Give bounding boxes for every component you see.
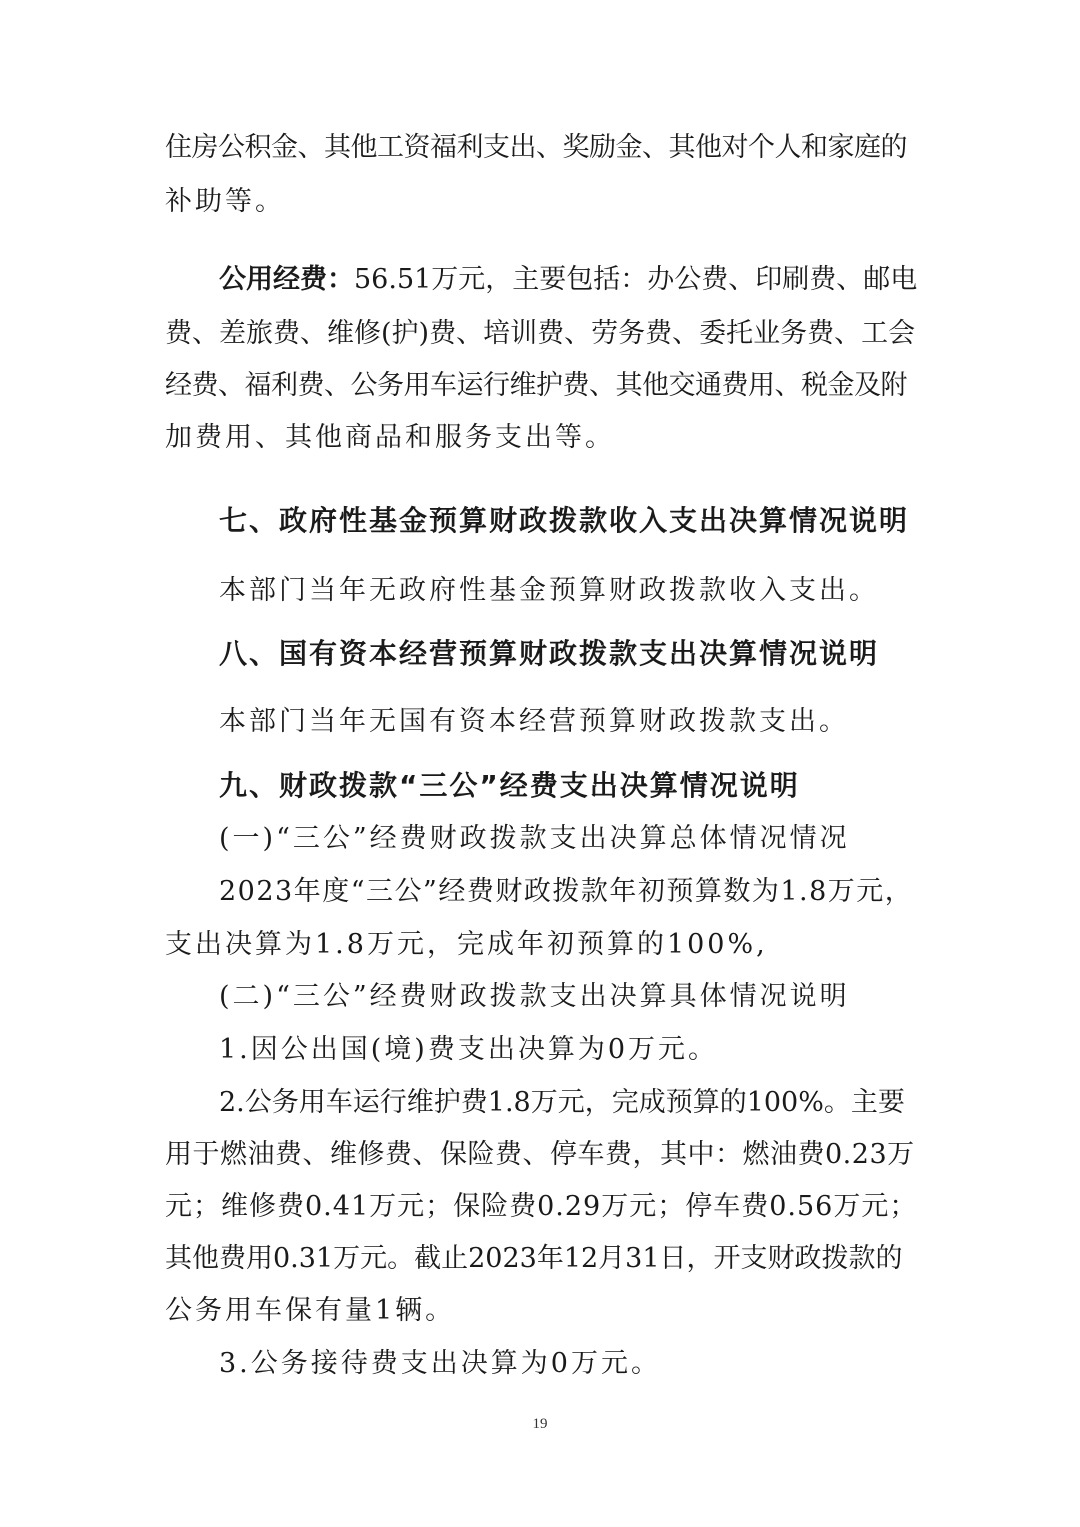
section-heading-8: 八、国有资本经营预算财政拨款支出决算情况说明 <box>219 637 880 670</box>
subsection-heading-2: (二)“三公”经费财政拨款支出决算具体情况说明 <box>219 981 850 1012</box>
public-expense-text: 56.51万元，主要包括：办公费、印刷费、邮电 <box>354 264 918 295</box>
paragraph-line: 经费、福利费、公务用车运行维护费、其他交通费用、税金及附 <box>165 370 907 401</box>
paragraph-line <box>219 263 917 297</box>
page-number: 19 <box>532 1416 548 1432</box>
paragraph-line: 支出决算为1.8万元，完成年初预算的100%, <box>165 929 768 960</box>
paragraph-line: 2023年度“三公”经费财政拨款年初预算数为1.8万元， <box>219 876 914 907</box>
paragraph-line: 本部门当年无政府性基金预算财政拨款收入支出。 <box>219 575 879 606</box>
list-item: 3.公务接待费支出决算为0万元。 <box>219 1348 661 1379</box>
paragraph-line: 补助等。 <box>165 186 285 217</box>
paragraph-line: 元；维修费0.41万元；保险费0.29万元；停车费0.56万元； <box>165 1191 918 1222</box>
paragraph-line: 本部门当年无国有资本经营预算财政拨款支出。 <box>219 706 849 737</box>
paragraph-line: 其他费用0.31万元。截止2023年12月31日，开支财政拨款的 <box>165 1243 903 1274</box>
paragraph-line: 住房公积金、其他工资福利支出、奖励金、其他对个人和家庭的 <box>165 132 907 163</box>
paragraph-line: 加费用、其他商品和服务支出等。 <box>165 422 615 453</box>
section-heading-9: 九、财政拨款“三公”经费支出决算情况说明 <box>219 769 800 802</box>
paragraph-line: 公务用车保有量1辆。 <box>165 1295 456 1326</box>
paragraph-line: 用于燃油费、维修费、保险费、停车费，其中：燃油费0.23万 <box>165 1139 915 1170</box>
list-item: 1.因公出国(境)费支出决算为0万元。 <box>219 1034 719 1065</box>
public-expense-label: 公用经费： <box>219 264 354 295</box>
paragraph-line: 费、差旅费、维修(护)费、培训费、劳务费、委托业务费、工会 <box>165 318 916 349</box>
section-heading-7: 七、政府性基金预算财政拨款收入支出决算情况说明 <box>219 504 910 537</box>
list-item: 2.公务用车运行维护费1.8万元，完成预算的100%。主要 <box>219 1087 905 1118</box>
subsection-heading-1: (一)“三公”经费财政拨款支出决算总体情况情况 <box>219 823 850 854</box>
